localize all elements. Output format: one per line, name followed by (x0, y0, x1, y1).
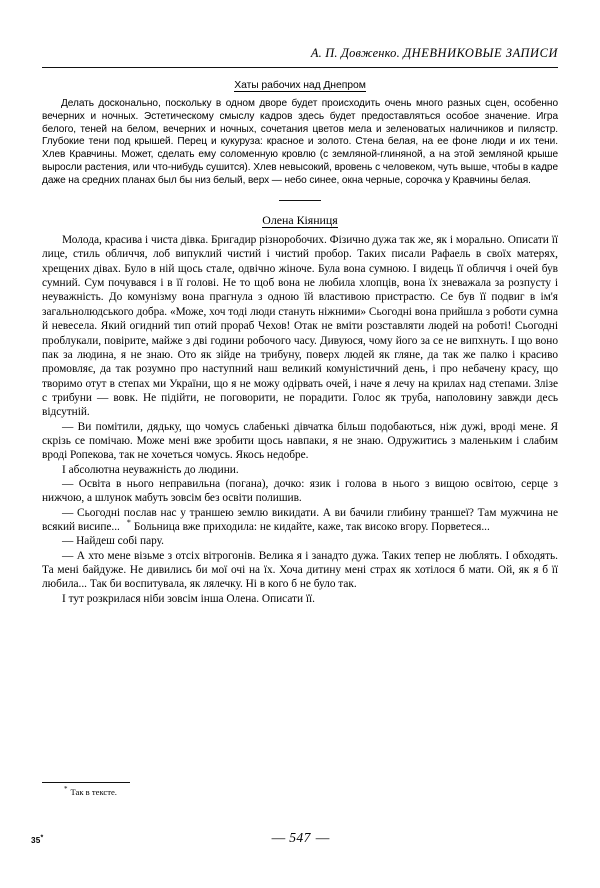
paragraph-uk-1: Молода, красива і чиста дівка. Бригадир різноробочих. Фізично дужа так же, як і морально. Описати її лице, стиль обличчя, лоб випуклий чистий і чистий пробор. Таких писали Рафаель в своїх матерях, хрещених дівах. Було в ній щось стале, одвічно жіноче. Була вона сумною. І видець її обличчя і очей був сумний. Сум почувався і в її голові. Не то щоб вона не любила хлопців, вона їх зневажала за розпусту і неуважність. До комунізму вона прагнула з одною їй властивою пристрастю. Се був її подвиг в ім'я загальнолюдського добра. «Може, хоч тоді люди стануть ніжними» Сьогодні вона прийшла з роботи сумна й невесела. Який огидний тип отий прораб Чехов! Отак не вміти розставляти людей на роботі! Сьогодні проблукали, повірите, майже з дві години робочого часу. Дивуюся, чому його за се не випхнуть. І що воно пак за людина, я не знаю. Ото як зійде на трибуну, поверх людей як гляне, да так же палко і красиво промовляє, да так розумно про наступний наш великий комуністичний день, і про небачену красу, що творимо отут в степах ми України, що я не можу одірвать очей, і наче я лечу на крилах над степами. Злізе с трибуни — вовк. Не підійти, не поговорити, не порадити. Голос як труба, наполовину завжди десь відсутній. (42, 234, 558, 419)
section-heading-russian (42, 80, 558, 93)
paragraph-uk-footnoted-pre: — Сьогодні послав нас у траншею землю викидати. А ви бачили глибину траншеї? Там мужчина не всякий висипе... (42, 506, 558, 533)
signature-mark-number: 35 (31, 836, 41, 845)
section-olena-kianytsia (42, 213, 558, 606)
folio-dash-right: — (315, 830, 329, 845)
running-head-title: ДНЕВНИКОВЫЕ ЗАПИСИ (403, 46, 558, 60)
paragraph-uk-footnoted-post: Больница вже приходила: не кидайте, каже, так високо вгору. Порветеся... (133, 520, 490, 533)
footnote-reference-marker[interactable]: * (126, 518, 131, 528)
paragraph-uk-6: — А хто мене візьме з отсіх вітрогонів. Велика я і занадто дужа. Таких тепер не люблять. І обходять. Та мені байдуже. Не дивились би мої очі на їх. Хоча дитину мені страх як хотілося б мати. Ой, як я б її любила... Так би воспитувала, як лялечку. Ні в кого б не було так. (42, 549, 558, 591)
section-divider-rule (279, 200, 321, 201)
folio-dash-left: — (271, 830, 285, 845)
running-head-author: А. П. Довженко. (310, 46, 400, 60)
paragraph-uk-5: — Найдеш собі пару. (62, 535, 164, 548)
footnote-separator-rule (42, 782, 130, 783)
footnote-text: Так в тексте. (70, 787, 117, 797)
section-heading-russian-text: Хаты рабочих над Днепром (234, 80, 366, 91)
section-haty-rabochih (42, 80, 558, 188)
footnote-area (42, 782, 558, 798)
running-head (42, 46, 558, 61)
signature-mark-star: * (40, 834, 44, 842)
header-divider-rule (42, 67, 558, 68)
paragraph-uk-2: — Ви помітили, дядьку, що чомусь слабенькі дівчатка більш подобаються, ніж дужі, вроді мене. Я скрізь се помічаю. Може мені вже зробити щось навпаки, я не знаю. Одружитись з маленьким і слабим вроді Ропекова, так не хочеться чомусь. Якось недобре. (42, 420, 558, 462)
paragraph-uk-4: — Освіта в нього неправильна (погана), дочко: язик і голова в нього з вищою освітою, серце з нижчою, а шлунок мабуть зовсім без освіти полишив. (42, 477, 558, 505)
paragraph-uk-7: І тут розкрилася ніби зовсім інша Олена. Описати її. (62, 592, 315, 605)
paragraph-russian: Делать досконально, поскольку в одном дворе будет происходить очень много разных сцен, особенно вечерних и ночных. Эстетическому смыслу кадров здесь будет предоставляться особое значение. Игра белого, теней на белом, вечерних и ночных, сочетания цветов мела и зеленоватых наличников и пилястр. Глубокие тени под крышей. Перец и кукуруза: красное и золото. Стена белая, на ее фоне люди и их тени. Хлев Кравчины. Может, сделать ему соломенную кровлю (с земляной-глиняной, а на этой земляной крыше выросли растения, или что-нибудь сушится). Хлев невысокий, вровень с человеком, чуть выше, чтобы в кадре даже на средних планах был бы низ белый, верх — небо синее, окна черные, сорочка у Кравчины белая. (42, 97, 558, 186)
footnote-marker: * (64, 785, 68, 794)
page-number-block (0, 830, 600, 846)
paragraph-uk-footnoted (42, 506, 558, 535)
section-heading-ukrainian (42, 213, 558, 227)
paragraph-uk-3: І абсолютна неуважність до людини. (62, 463, 239, 476)
footnote-entry (42, 787, 558, 798)
section-heading-ukrainian-text: Олена Кіяниця (262, 212, 338, 227)
page-content (42, 80, 558, 606)
page-number: 547 (289, 830, 311, 845)
